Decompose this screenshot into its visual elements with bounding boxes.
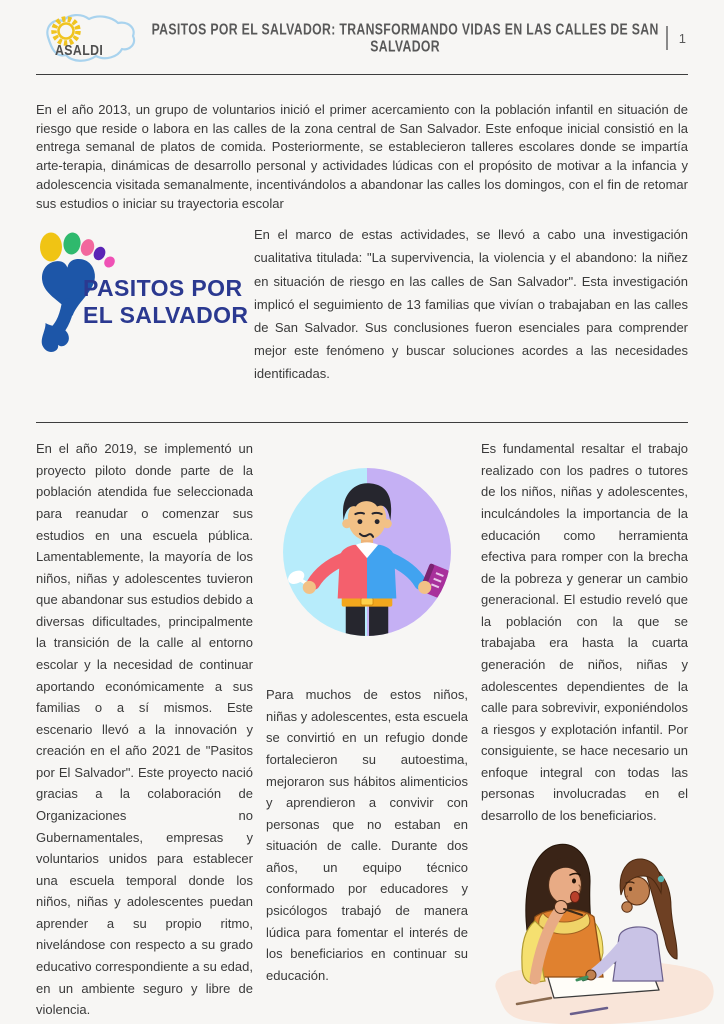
page-header: [36, 0, 688, 68]
page-title: PASITOS POR EL SALVADOR: TRANSFORMANDO VIDAS EN LAS CALLES DE SAN SALVADOR: [151, 20, 659, 56]
pasitos-wordmark-line2: EL SALVADOR: [83, 301, 249, 328]
column-left: [36, 438, 253, 1024]
asaldi-sun-icon: [54, 19, 78, 43]
tutoring-illustration: [475, 833, 724, 1024]
header-divider: [36, 74, 688, 75]
pasitos-wordmark: [83, 275, 248, 328]
column-middle-paragraph: Para muchos de estos niños, niñas y adolescentes, esta escuela se convirtió en un refugio donde fortalecieron su autoestima, mejoraron sus hábitos alimenticios y aprendieron a convivir con personas que no estaban en situación de calle. Durante dos años, un equipo técnico conformado por educadores y psicólogos trabajó de manera lúdica para fomentar el interés de los beneficiarios en continuar su educación.: [266, 687, 468, 983]
pasitos-logo: [36, 222, 254, 374]
confused-person-icon: [281, 466, 453, 638]
pasitos-wordmark-line1: PASITOS POR: [83, 275, 243, 302]
column-left-paragraph: En el año 2019, se implementó un proyecto piloto donde parte de la población atendida fue seleccionada para reanudar o comenzar sus estudios en una escuela pública. Lamentablemente, la mayoría de los niños, niñas y adolescentes tuvieron que abandonar sus estudios debido a diversas dificultades, principalmente la transición de la calle al entorno escolar y la necesidad de continuar aportando económicamente a sus familias o a sí mismos. Este escenario llevó a la innovación y creación en el año 2021 de "Pasitos por El Salvador". Este proyecto nació gracias a la colaboración de Organizaciones no Gubernamentales, empresas y voluntarios unidos para establecer una escuela temporal donde los niños, niñas y adolescentes puedan aprender a su propio ritmo, nivelándose con respecto a su grado educativo correspondiente a su edad, en un ambiente seguro y libre de violencia.: [36, 441, 253, 1018]
three-column-section: [36, 438, 688, 1024]
section-divider: [36, 422, 688, 423]
page-number-divider: [666, 26, 668, 50]
asaldi-logo: [36, 9, 144, 67]
column-middle: [266, 438, 468, 1024]
asaldi-wordmark: ASALDI: [55, 42, 104, 59]
column-right-paragraph: Es fundamental resaltar el trabajo realizado con los padres o tutores de los niños, niñas y adolescentes, inculcándoles la importancia de la educación como herramienta efectiva para romper con la brecha de la pobreza y generar un cambio generacional. El estudio reveló que la población con la que se trabajaba era hasta la cuarta generación de niños, niñas y adolescentes dependientes de la calle para sobrevivir, exponiéndolos a riesgos y explotación infantil. Por consiguiente, se hace necesario un enfoque integral con todas las personas involucradas en el desarrollo de los beneficiarios.: [481, 441, 688, 824]
page-number: 1: [678, 30, 686, 46]
column-right: [481, 438, 688, 1024]
research-section: [36, 222, 688, 398]
intro-paragraph: En el año 2013, un grupo de voluntarios inició el primer acercamiento con la población infantil en situación de riesgo que reside o labora en las calles de la zona central de San Salvador. Este enfoque inicial consistió en la entrega semanal de platos de comida. Posteriormente, se establecieron talleres escolares donde se impartía arte-terapia, dinámicas de desarrollo personal y actividades lúdicas con el propósito de motivar a la infancia y adolescencia visitada semanalmente, incentivándolos a abandonar las calles los domingos, con el fin de retomar sus estudios o iniciar su trayectoria escolar: [36, 102, 688, 211]
confused-person-illustration: [266, 466, 468, 638]
page-number-block: [666, 26, 688, 50]
research-paragraph: En el marco de estas actividades, se llevó a cabo una investigación cualitativa titulada: "La supervivencia, la violencia y el abandono: la niñez en situación de riesgo en las calles de San Salvador". Esta investigación implicó el seguimiento de 13 familias que vivían o trabajaban en las calles de San Salvador. Sus conclusiones fueron esenciales para comprender mejor este fenómeno y buscar soluciones acordes a las necesidades identificadas.: [254, 227, 688, 382]
